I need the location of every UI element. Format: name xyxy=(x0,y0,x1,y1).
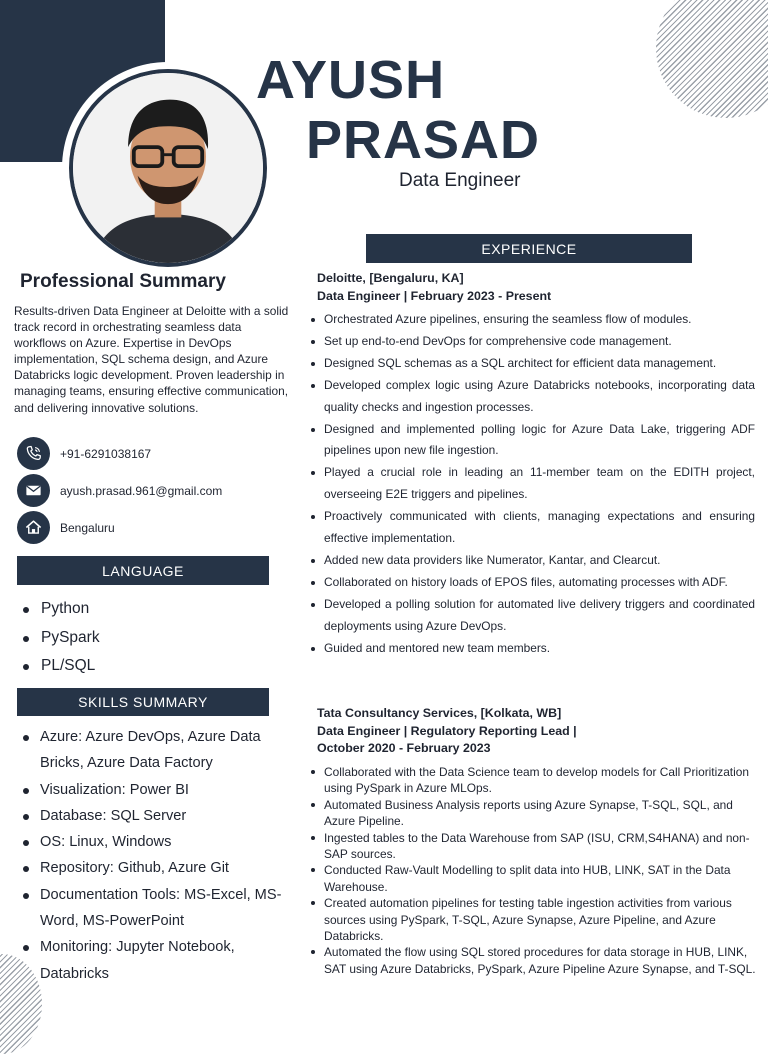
list-item: Created automation pipelines for testing table ingestion activities from various sources using PySpark, T-SQL, Azure Synapse, Azure Pipeline, and Azure Databricks. xyxy=(308,895,766,944)
list-item: Monitoring: Jupyter Notebook, Databricks xyxy=(22,934,290,987)
list-item: PySpark xyxy=(22,624,272,653)
job-dates: October 2020 - February 2023 xyxy=(317,741,491,755)
list-item: Automated the flow using SQL stored procedures for data storage in HUB, LINK, SAT using Azure Databricks, PySpark, Azure Pipeline Azure Synapse, and T-SQL. xyxy=(308,944,766,977)
list-item: Played a crucial role in leading an 11-member team on the EDITH project, overseeing E2E triggers and pipelines. xyxy=(308,462,755,506)
first-name: AYUSH xyxy=(256,50,446,110)
job-bullets-deloitte xyxy=(308,309,755,660)
job-role: Data Engineer | February 2023 - Present xyxy=(317,288,552,303)
contact-phone-row xyxy=(17,437,151,470)
striped-circle-decoration xyxy=(656,0,768,118)
list-item: Collaborated on history loads of EPOS files, automating processes with ADF. xyxy=(308,572,755,594)
list-item: PL/SQL xyxy=(22,652,272,681)
language-heading: LANGUAGE xyxy=(17,556,269,585)
list-item: Documentation Tools: MS-Excel, MS-Word, MS-PowerPoint xyxy=(22,882,290,935)
summary-heading: Professional Summary xyxy=(20,271,226,292)
contact-email-row xyxy=(17,474,222,507)
list-item: Visualization: Power BI xyxy=(22,777,290,803)
profile-photo-frame xyxy=(62,62,274,274)
list-item: Designed and implemented polling logic for Azure Data Lake, triggering ADF pipelines upon new file ingestion. xyxy=(308,419,755,463)
list-item: Conducted Raw-Vault Modelling to split data into HUB, LINK, SAT in the Data Warehouse. xyxy=(308,862,766,895)
list-item: Automated Business Analysis reports using Azure Synapse, T-SQL, SQL, and Azure Pipeline. xyxy=(308,797,766,830)
list-item: Developed complex logic using Azure Databricks notebooks, incorporating data quality checks and ingestion processes. xyxy=(308,375,755,419)
skills-list xyxy=(22,724,290,987)
person-portrait-icon xyxy=(73,73,263,263)
job-title: Data Engineer xyxy=(399,170,521,191)
contact-location-row xyxy=(17,511,115,544)
company-name: Deloitte, [Bengaluru, KA] xyxy=(317,271,464,285)
email-address: ayush.prasad.961@gmail.com xyxy=(60,483,223,498)
company-name: Tata Consultancy Services, [Kolkata, WB] xyxy=(317,706,562,720)
list-item: Orchestrated Azure pipelines, ensuring the seamless flow of modules. xyxy=(308,309,755,331)
list-item: Proactively communicated with clients, managing expectations and ensuring effective implementation. xyxy=(308,506,755,550)
experience-heading: EXPERIENCE xyxy=(366,234,692,263)
list-item: Designed SQL schemas as a SQL architect for efficient data management. xyxy=(308,353,755,375)
language-list xyxy=(22,595,272,681)
list-item: Collaborated with the Data Science team to develop models for Call Prioritization using PySpark in Azure MLOps. xyxy=(308,764,766,797)
list-item: Azure: Azure DevOps, Azure Data Bricks, Azure Data Factory xyxy=(22,724,290,777)
location: Bengaluru xyxy=(60,520,115,535)
list-item: OS: Linux, Windows xyxy=(22,829,290,855)
last-name: PRASAD xyxy=(306,110,541,170)
summary-text: Results-driven Data Engineer at Deloitte with a solid track record in orchestrating seamless data workflows on Azure. Expertise in DevOps implementation, SQL schema design, and Azure Databricks logic development. Proven leadership in managing teams, ensuring effective communication, and delivering innovative solutions. xyxy=(14,304,289,415)
phone-number: +91-6291038167 xyxy=(60,446,152,461)
list-item: Database: SQL Server xyxy=(22,803,290,829)
phone-icon xyxy=(17,437,50,470)
job-bullets-tcs xyxy=(308,764,766,977)
skills-heading: SKILLS SUMMARY xyxy=(17,688,269,716)
job-role: Data Engineer | Regulatory Reporting Lead | xyxy=(317,723,577,738)
list-item: Ingested tables to the Data Warehouse from SAP (ISU, CRM,S4HANA) and non-SAP sources. xyxy=(308,830,766,863)
list-item: Guided and mentored new team members. xyxy=(308,638,755,660)
list-item: Added new data providers like Numerator, Kantar, and Clearcut. xyxy=(308,550,755,572)
profile-photo xyxy=(69,69,267,267)
list-item: Python xyxy=(22,595,272,624)
job-header-tcs xyxy=(317,705,577,758)
list-item: Set up end-to-end DevOps for comprehensive code management. xyxy=(308,331,755,353)
list-item: Developed a polling solution for automated live delivery triggers and coordinated deployments using Azure DevOps. xyxy=(308,594,755,638)
list-item: Repository: Github, Azure Git xyxy=(22,855,290,881)
mail-icon xyxy=(17,474,50,507)
home-icon xyxy=(17,511,50,544)
job-header-deloitte xyxy=(317,270,551,305)
